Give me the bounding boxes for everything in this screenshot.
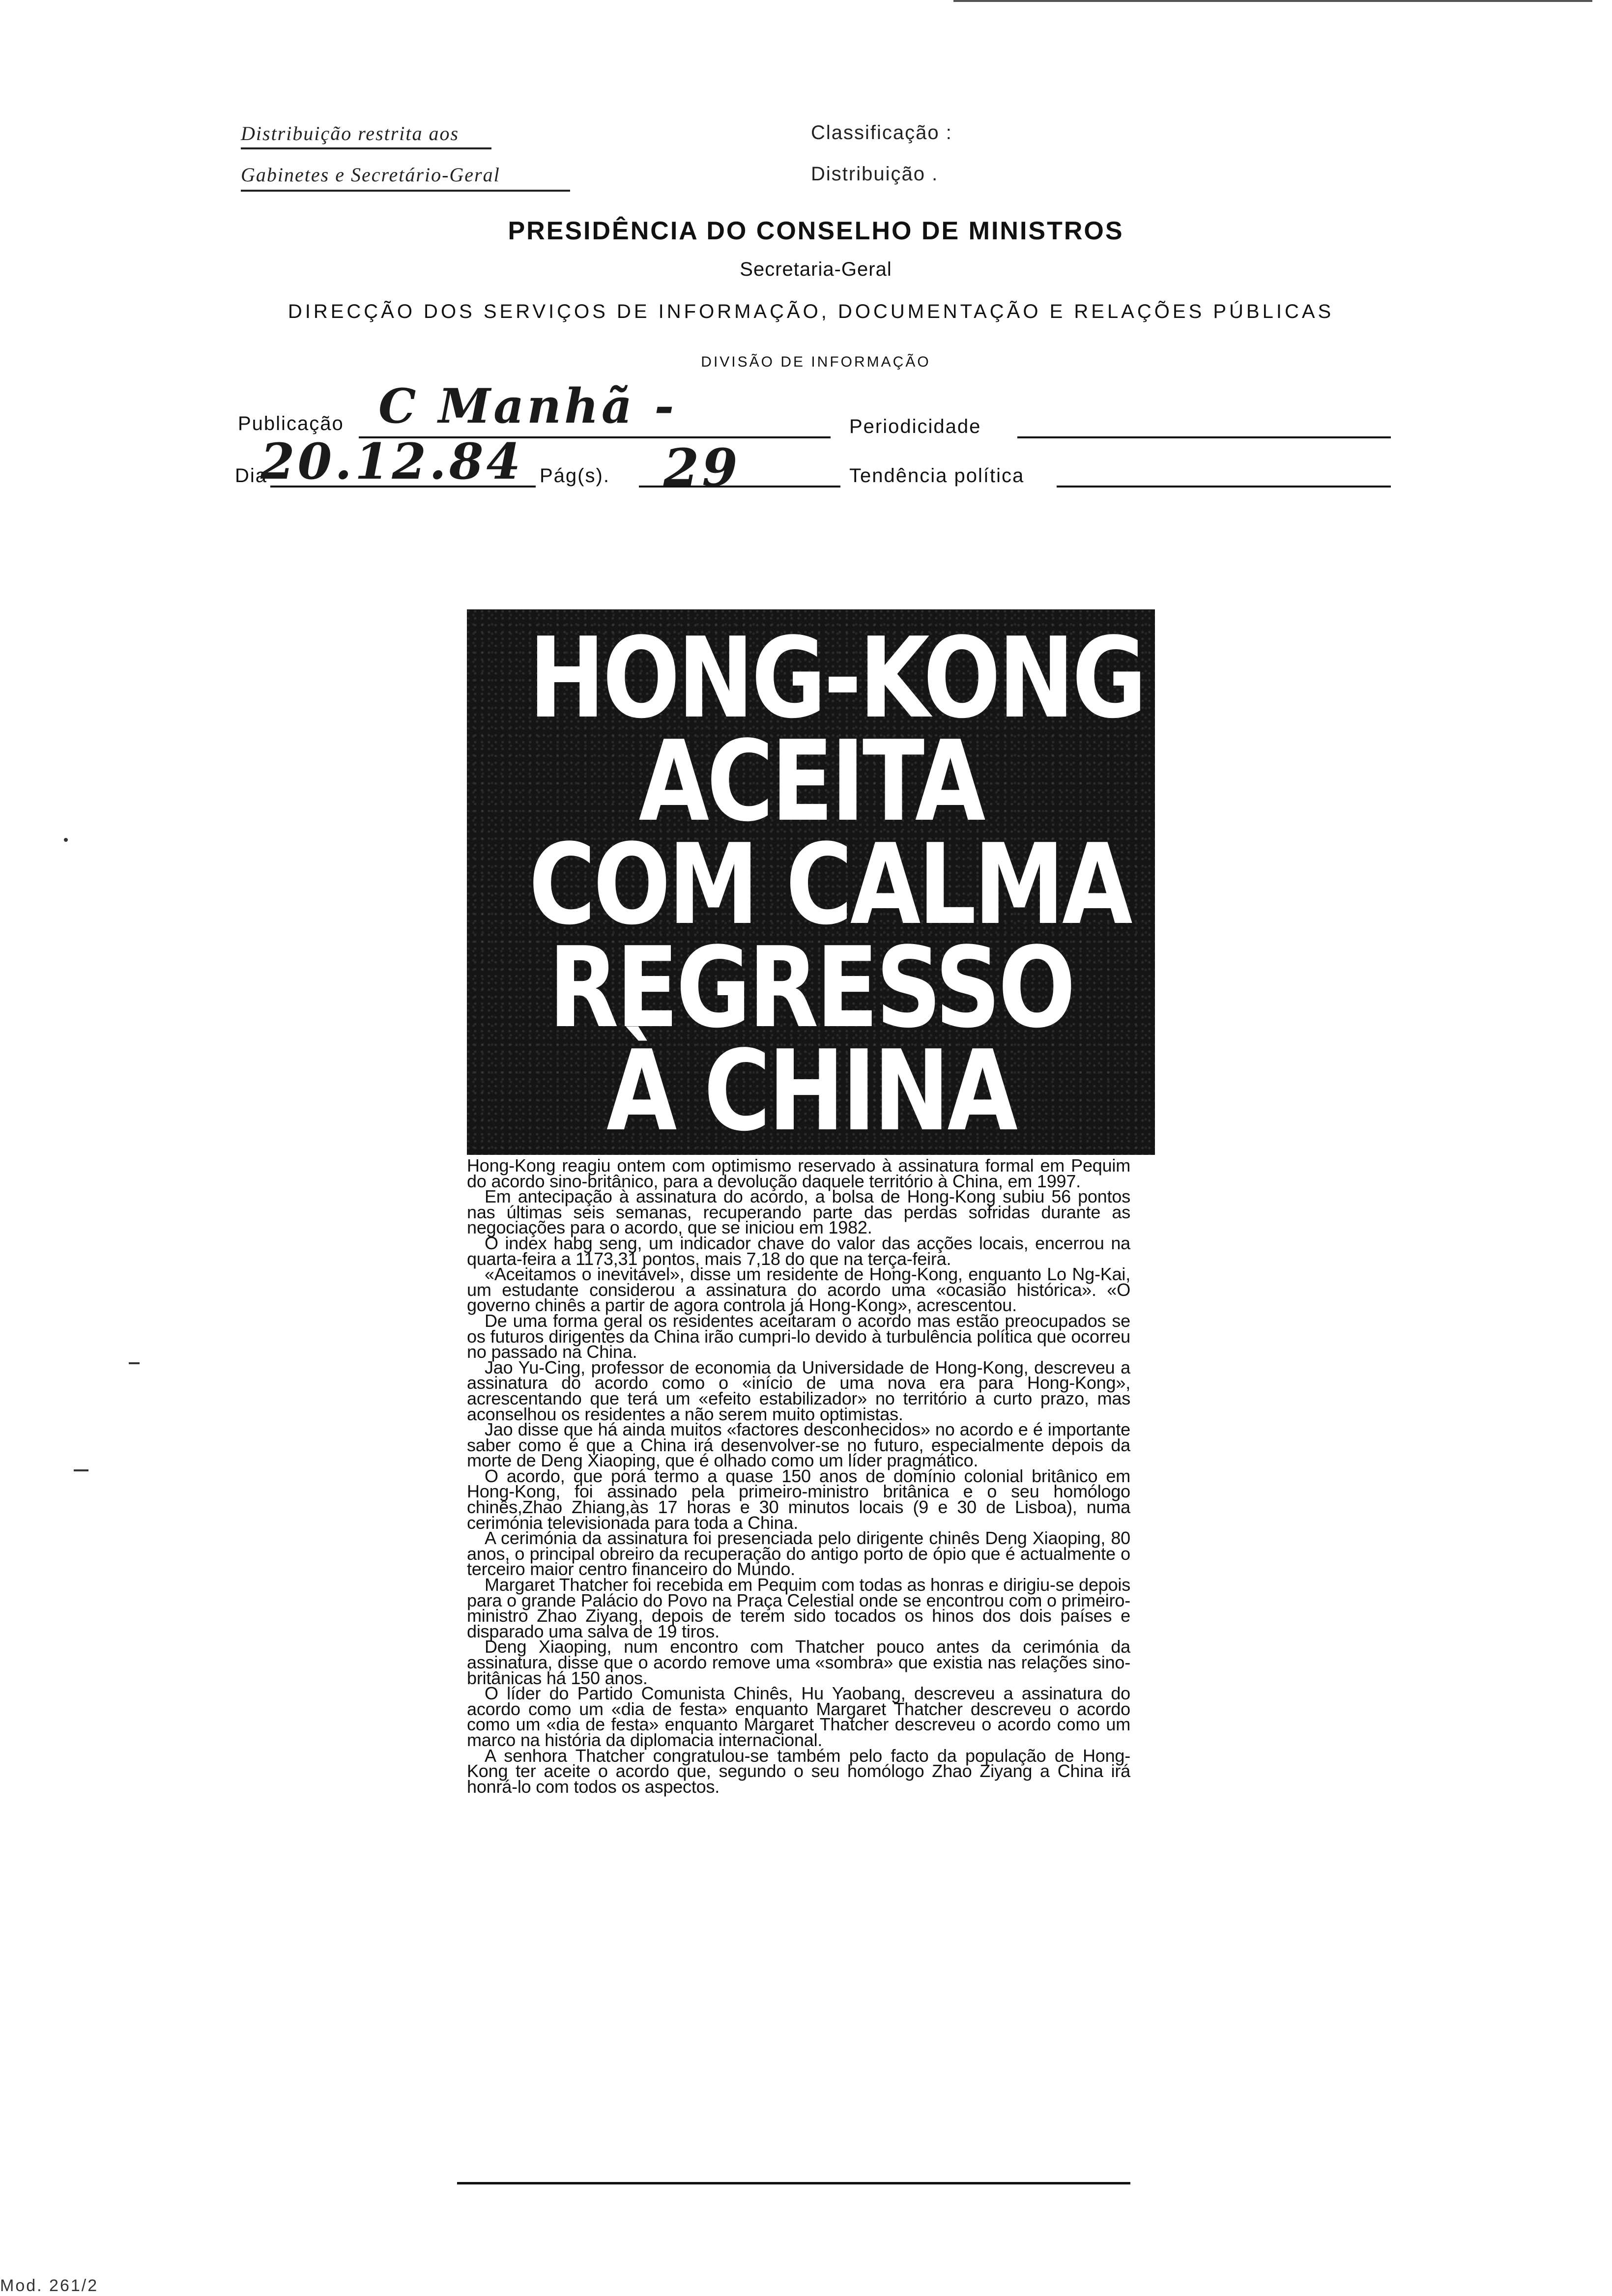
distribution-cabinets-note: Gabinetes e Secretário-Geral bbox=[241, 164, 500, 186]
article-paragraph: A senhora Thatcher congratulou-se também pelo facto da população de Hong-Kong ter aceite o acordo que, segundo o seu homólogo Zhao Ziyang a China irá honrá-lo com todos os aspectos. bbox=[467, 1745, 1130, 1797]
headline-line-1: HONG-KONG bbox=[529, 614, 1145, 743]
article-paragraph: O acordo, que porá termo a quase 150 anos de domínio colonial britânico em Hong-Kong, foi assinado pela primeiro-ministro britânica e o seu homólogo chinês,Zhao Zhiang,às 17 horas e 30 minutos locais (9 e 30 de Lisboa), numa cerimónia televisionada para toda a China. bbox=[467, 1465, 1130, 1533]
article-paragraph: Jao Yu-Cing, professor de economia da Universidade de Hong-Kong, descreveu a assinatura do acordo como o «início de uma nova era para Hong-Kong», acrescentando que terá um «efeito estabilizador» no território a curto prazo, mas aconselhou os residentes a não serem muito optimistas. bbox=[467, 1357, 1130, 1424]
tendency-label: Tendência política bbox=[849, 465, 1025, 487]
day-label: Dia bbox=[235, 465, 268, 487]
margin-mark bbox=[74, 1469, 88, 1471]
headline-box bbox=[467, 609, 1155, 1155]
presidency-title: PRESIDÊNCIA DO CONSELHO DE MINISTROS bbox=[508, 217, 1124, 245]
distribution-restricted-note: Distribuição restrita aos bbox=[241, 122, 460, 144]
pages-label: Pág(s). bbox=[540, 465, 610, 487]
margin-mark bbox=[64, 838, 68, 842]
article-paragraph: Jao disse que há ainda muitos «factores desconhecidos» no acordo e é importante saber como é que a China irá desenvolver-se no futuro, especialmente depois da morte de Deng Xiaoping, que é olhado como um líder pragmático. bbox=[467, 1419, 1130, 1471]
day-handwritten: 20.12.84 bbox=[260, 432, 524, 490]
article-paragraph: Hong-Kong reagiu ontem com optimismo reservado à assinatura formal em Pequim do acordo sino-britânico, para a devolução daquele território à China, em 1997. bbox=[467, 1155, 1130, 1191]
article-paragraph: Deng Xiaoping, num encontro com Thatcher pouco antes da cerimónia da assinatura, disse que o acordo remove uma «sombra» que existia nas relações sino-britânicas há 150 anos. bbox=[467, 1636, 1130, 1688]
article-paragraph: O líder do Partido Comunista Chinês, Hu Yaobang, descreveu a assinatura do acordo como um «dia de festa» enquanto Margaret Thatcher descreveu o acordo como um «dia de festa» enquanto Margaret Thatcher descreveu o acordo como um marco na história da diplomacia internacional. bbox=[467, 1683, 1130, 1750]
article-paragraph: Em antecipação à assinatura do acordo, a bolsa de Hong-Kong subiu 56 pontos nas últimas seis semanas, recuperando parte das perdas sofridas durante as negociações para o acordo, que se iniciou em 1982. bbox=[467, 1186, 1130, 1238]
tendency-line bbox=[1057, 486, 1391, 488]
margin-mark bbox=[129, 1362, 140, 1364]
headline-line-2: ACEITA bbox=[638, 717, 983, 846]
classification-label: Classificação : bbox=[811, 122, 952, 144]
pages-handwritten: 29 bbox=[663, 437, 741, 498]
article-paragraph: De uma forma geral os residentes aceitaram o acordo mas estão preocupados se os futuros dirigentes da China irão cumpri-lo devido à turbulência política que ocorreu no passado na China. bbox=[467, 1310, 1130, 1362]
headline-line-3: COM CALMA bbox=[529, 820, 1130, 949]
headline-line-4: REGRESSO bbox=[548, 923, 1073, 1053]
periodicity-line bbox=[1017, 436, 1391, 438]
direction-line: DIRECÇÃO DOS SERVIÇOS DE INFORMAÇÃO, DOCUMENTAÇÃO E RELAÇÕES PÚBLICAS bbox=[288, 301, 1334, 322]
article-paragraph: A cerimónia da assinatura foi presenciada pelo dirigente chinês Deng Xiaoping, 80 anos, o principal obreiro da recuperação do antigo porto de ópio que é actualmente o terceiro maior centro financeiro do Mundo. bbox=[467, 1528, 1130, 1579]
article-paragraph: O index habg seng, um indicador chave do valor das acções locais, encerrou na quarta-feira a 1173,31 pontos, mais 7,18 do que na terça-feira. bbox=[467, 1233, 1130, 1269]
scan-top-line bbox=[953, 0, 1592, 2]
article-paragraph: Margaret Thatcher foi recebida em Pequim com todas as honras e dirigiu-se depois para o grande Palácio do Povo na Praça Celestial onde se encontrou com o primeiro-ministro Zhao Ziyang, depois de terem sido tocados os hinos dos dois países e disparado uma salva de 19 tiros. bbox=[467, 1575, 1131, 1641]
distribution-cabinets-underline bbox=[241, 190, 570, 192]
article-paragraph: «Aceitamos o inevitável», disse um residente de Hong-Kong, enquanto Lo Ng-Kai, um estudante considerou a assinatura do acordo uma «ocasião histórica». «O governo chinês a partir de agora controla já Hong-Kong», acrescentou. bbox=[467, 1264, 1130, 1316]
secretariat-subtitle: Secretaria-Geral bbox=[740, 258, 892, 280]
division-line: DIVISÃO DE INFORMAÇÃO bbox=[701, 354, 931, 370]
distribution-label: Distribuição . bbox=[811, 163, 939, 185]
article-body bbox=[467, 1155, 1131, 1797]
form-code: Mod. 261/2 bbox=[0, 2276, 99, 2295]
distribution-restricted-underline bbox=[241, 147, 491, 149]
publication-label: Publicação bbox=[238, 413, 344, 434]
periodicity-label: Periodicidade bbox=[849, 416, 981, 437]
publication-handwritten: C Manhã - bbox=[378, 378, 677, 434]
article-bottom-rule bbox=[457, 2182, 1130, 2184]
headline-line-5: À CHINA bbox=[606, 1027, 1016, 1155]
